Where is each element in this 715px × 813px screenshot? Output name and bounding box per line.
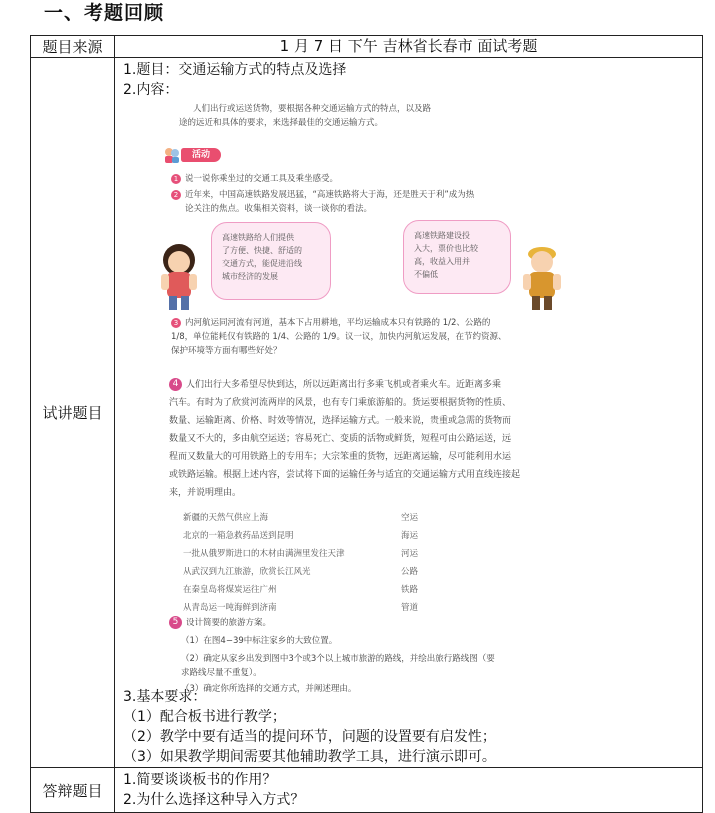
bubble-left-line-4: 城市经济的发展: [222, 272, 278, 281]
activity-item-1-text: 说一说你乘坐过的交通工具及乘坐感受。: [185, 174, 339, 184]
pair-mode-2: 海运: [401, 531, 419, 541]
activity-item-1: [171, 172, 338, 186]
bubble-right-line-4: 不偏低: [414, 270, 438, 279]
intro-line-2: 途的远近和具体的要求，来选择最佳的交通运输方式。: [179, 118, 384, 128]
bubble-left-line-3: 交通方式，能促进沿线: [222, 259, 302, 268]
defense-row: [31, 768, 703, 813]
activity-item-4-line-4: 数量又不大的，多由航空运送；容易死亡、变质的活物或鲜货，短程可由公路运送，远: [169, 434, 512, 444]
activity-item-5-sub-3: 求路线尽量不重复）。: [181, 668, 262, 678]
exam-table: [30, 35, 703, 813]
activity-item-4-line-1: 人们出行大多希望尽快到达，所以远距离出行多乘飞机或者乘火车。近距离多乘: [186, 380, 502, 390]
activity-label: 活动: [181, 148, 221, 162]
activity-item-4-line-6: 或铁路运输。根据上述内容，尝试将下面的运输任务与适宜的交通运输方式用直线连接起: [169, 470, 521, 480]
source-label: 题目来源: [31, 36, 115, 58]
defense-content: [115, 768, 703, 813]
activity-item-2-line-2: 论关注的焦点。收集相关资料，谈一谈你的看法。: [185, 204, 373, 214]
activity-item-5: [169, 616, 271, 630]
defense-question-2: 2.为什么选择这种导入方式？: [123, 792, 305, 808]
activity-item-5-text: 设计简要的旅游方案。: [186, 618, 272, 628]
activity-item-2: [171, 188, 474, 202]
bubble-right-line-2: 入大，票价也比较: [414, 244, 478, 253]
defense-label: 答辩题目: [31, 768, 115, 813]
pair-mode-4: 公路: [401, 567, 419, 577]
pair-task-1: 新疆的天然气供应上海: [183, 513, 269, 523]
bubble-right: [403, 220, 511, 294]
content-line: 2.内容：: [123, 82, 179, 98]
activity-badge: [163, 146, 219, 164]
lecture-label: 试讲题目: [31, 58, 115, 768]
source-row: [31, 36, 703, 58]
activity-item-4-line-2: 汽车。有时为了欣赏河流两岸的风景，也有专门乘旅游船的。货运要根据货物的性质、: [169, 398, 512, 408]
bubble-left: [211, 222, 331, 300]
item-number-5: 5: [169, 616, 182, 629]
boy-illustration: [517, 242, 567, 312]
section-title: 一、考题回顾: [44, 2, 165, 24]
lecture-content: [115, 58, 703, 768]
bubble-right-line-3: 高，收益入用并: [414, 257, 470, 266]
activity-item-4-line-3: 数量、运输距离、价格、时效等情况，选择运输方式。一般来说，贵重或急需的货物而: [169, 416, 512, 426]
activity-item-3-line-2: 1/8，单位能耗仅有铁路的 1/4、公路的 1/9。议一议，加快内河航运发展，在节约资源、: [171, 332, 507, 342]
pair-task-5: 在秦皇岛将煤炭运往广州: [183, 585, 277, 595]
item-number-4: 4: [169, 378, 182, 391]
activity-item-4-line-7: 来，并说明理由。: [169, 488, 242, 498]
activity-item-4-line-5: 程而又数量大的可用铁路上的专用车；大宗笨重的货物，远距离运输，尽可能利用水运: [169, 452, 512, 462]
kids-icon: [163, 146, 181, 164]
requirement-2: （2）教学中要有适当的提问环节，问题的设置要有启发性；: [123, 729, 496, 745]
requirements-title: 3.基本要求：: [123, 689, 207, 705]
item-number-2: 2: [171, 190, 181, 200]
requirement-3: （3）如果教学期间需要其他辅助教学工具，进行演示即可。: [123, 749, 496, 765]
bubble-left-line-1: 高速铁路给人们提供: [222, 233, 294, 242]
activity-item-5-sub-4: （3）确定你所选择的交通方式，并阐述理由。: [181, 684, 357, 694]
textbook-excerpt: [153, 102, 673, 694]
activity-item-5-sub-1: （1）在图4−39中标注家乡的大致位置。: [181, 636, 338, 646]
lecture-row: [31, 58, 703, 768]
activity-item-3-line-1: 内河航运同河流有河道，基本下占用耕地，平均运输成本只有铁路的 1/2、公路的: [185, 318, 491, 328]
pair-task-6: 从青岛运一吨海鲜到济南: [183, 603, 277, 613]
pair-mode-3: 河运: [401, 549, 419, 559]
intro-line-1: 人们出行或运送货物，要根据各种交通运输方式的特点，以及路: [193, 104, 432, 114]
activity-item-5-sub-2: （2）确定从家乡出发到图中3个或3个以上城市旅游的路线，并绘出旅行路线图（要: [181, 654, 495, 664]
pair-task-2: 北京的一箱急救药品送到昆明: [183, 531, 294, 541]
item-number-1: 1: [171, 174, 181, 184]
item-number-3: 3: [171, 318, 181, 328]
pair-mode-6: 管道: [401, 603, 419, 613]
activity-item-4: [169, 378, 501, 392]
activity-item-2-line-1: 近年来，中国高速铁路发展迅猛，“高速铁路将大于海，还是胜天于利”成为热: [185, 190, 475, 200]
bubble-right-line-1: 高速铁路建设投: [414, 231, 470, 240]
girl-illustration: [153, 242, 205, 312]
topic-line: 1.题目：交通运输方式的特点及选择: [123, 62, 347, 78]
source-value: 1 月 7 日 下午 吉林省长春市 面试考题: [115, 36, 703, 58]
activity-item-3-line-3: 保护环境等方面有哪些好处？: [171, 346, 282, 356]
defense-question-1: 1.简要谈谈板书的作用？: [123, 772, 277, 788]
pair-task-4: 从武汉到九江旅游，欣赏长江风光: [183, 567, 311, 577]
pair-task-3: 一批从俄罗斯进口的木材由满洲里发往天津: [183, 549, 345, 559]
bubble-left-line-2: 了方便、快捷、舒适的: [222, 246, 302, 255]
activity-item-3: [171, 316, 490, 330]
pair-mode-1: 空运: [401, 513, 419, 523]
requirement-1: （1）配合板书进行教学；: [123, 709, 286, 725]
pair-mode-5: 铁路: [401, 585, 419, 595]
